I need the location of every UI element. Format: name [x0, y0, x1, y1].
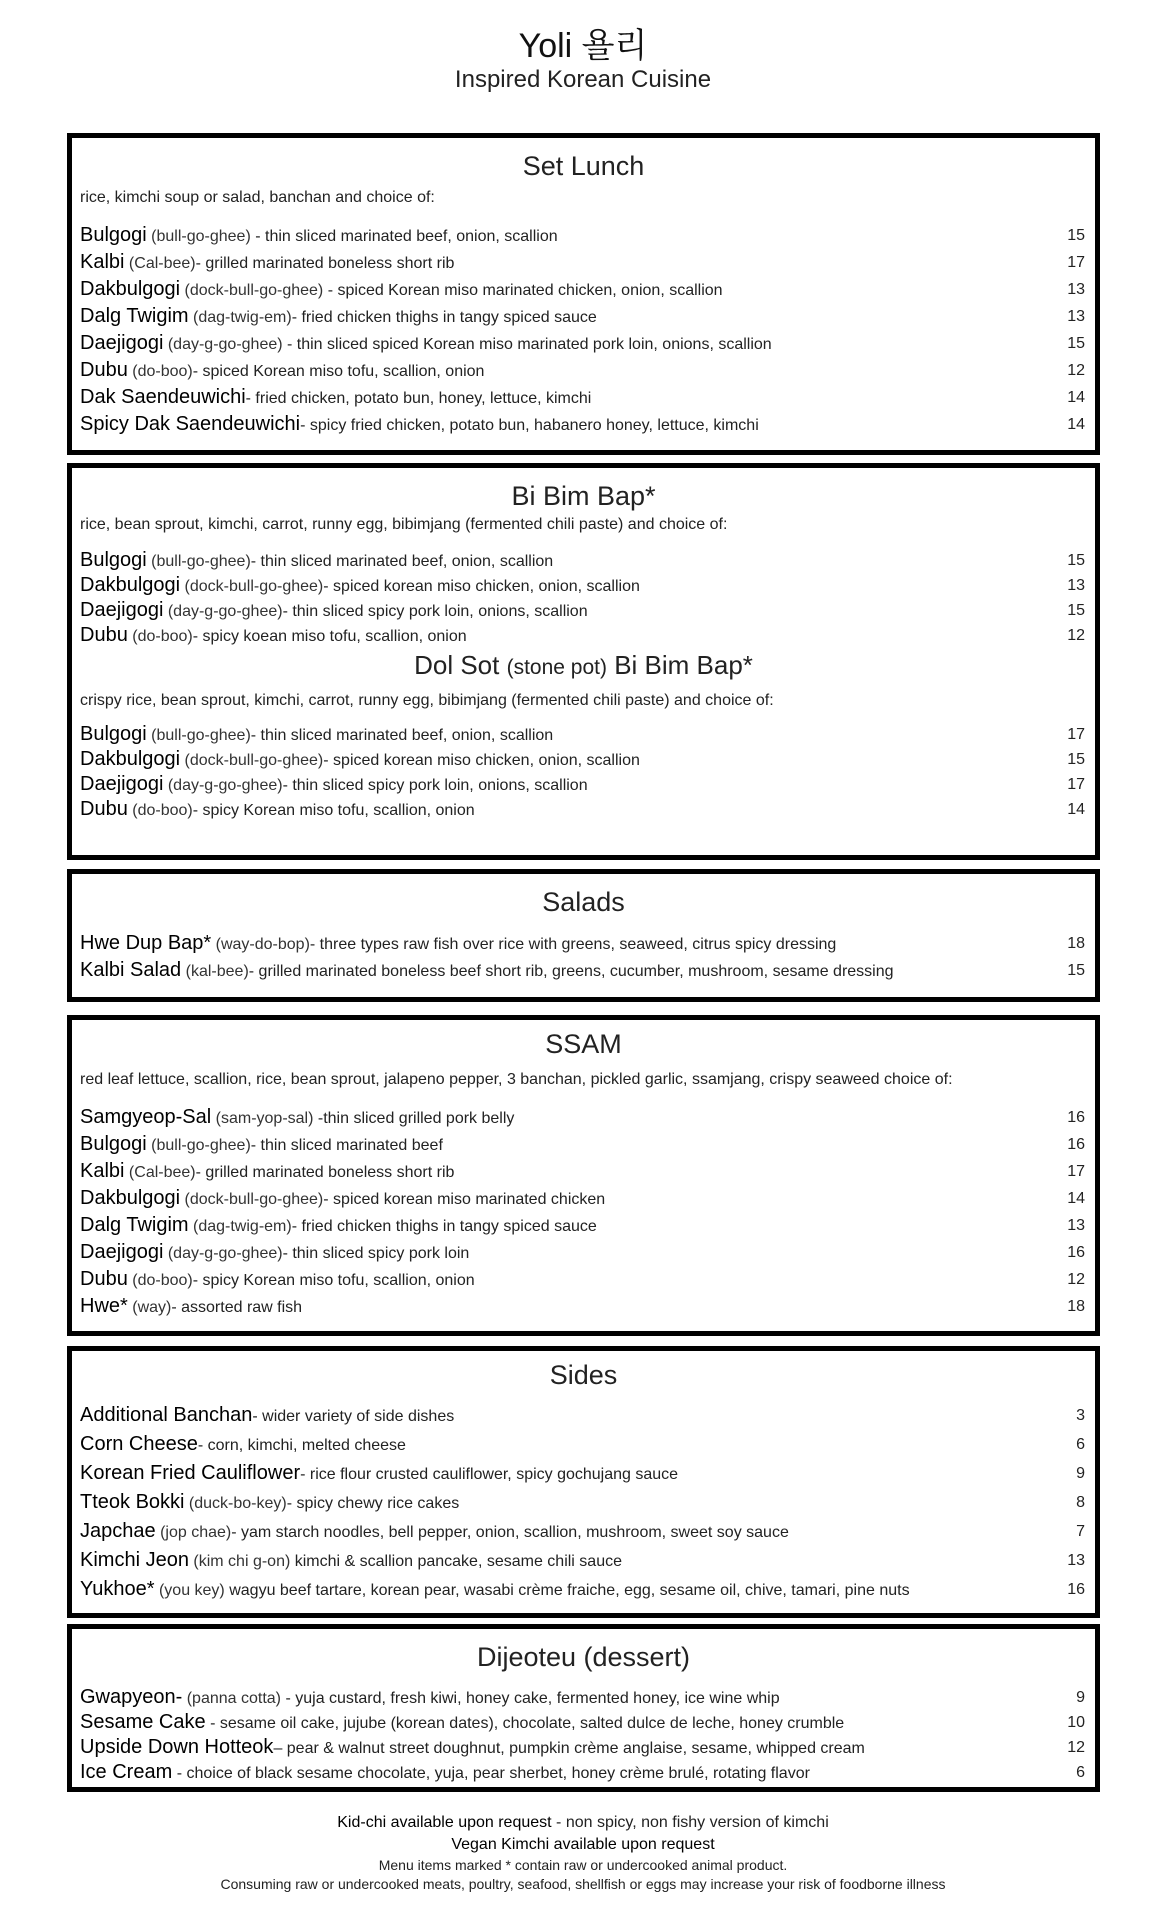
menu-item [72, 276, 1095, 303]
menu-item-name: Gwapyeon- [80, 1686, 183, 1708]
menu-item-name: Bulgogi [80, 1133, 147, 1155]
menu-item-pronunciation: (kim chi g-on) [188, 1553, 291, 1570]
menu-item-price: 14 [1067, 389, 1085, 406]
menu-item-price: 18 [1067, 1298, 1085, 1315]
menu-item [72, 797, 1095, 822]
menu-item [72, 1517, 1095, 1546]
menu-item-pronunciation: (duck-bo-key) [184, 1495, 287, 1512]
menu-item-description: - grilled marinated boneless short rib [195, 255, 455, 272]
menu-item-description: - three types raw fish over rice with greens, seaweed, citrus spicy dressing [309, 936, 837, 953]
menu-item-name: Corn Cheese [80, 1433, 198, 1455]
menu-item-name: Kalbi [80, 251, 125, 273]
bibimbap-title: Bi Bim Bap* [511, 481, 656, 511]
menu-item-name: Hwe* [80, 1295, 128, 1317]
menu-item-name: Tteok Bokki [80, 1491, 185, 1513]
set-lunch-list [72, 222, 1095, 438]
menu-item [72, 1735, 1095, 1760]
menu-item-pronunciation: (bull-go-ghee) [146, 228, 251, 245]
menu-item-price: 6 [1076, 1764, 1085, 1781]
dolsot-intro: crispy rice, bean sprout, kimchi, carrot, runny egg, bibimjang (fermented chili paste) and choice of: [80, 692, 774, 709]
menu-item-pronunciation: (day-g-go-ghee) [163, 777, 283, 794]
dessert-list [72, 1685, 1095, 1785]
footer [0, 1812, 1166, 1894]
menu-item-price: 14 [1067, 416, 1085, 433]
dessert-title: Dijeoteu (dessert) [476, 1642, 691, 1672]
menu-item-pronunciation: (sam-yop-sal) [211, 1110, 314, 1127]
menu-item-description: - grilled marinated boneless short rib [195, 1164, 455, 1181]
menu-item-name: Daejigogi [80, 599, 164, 621]
menu-item-description: - spicy Korean miso tofu, scallion, onion [192, 802, 475, 819]
bibimbap-intro: rice, bean sprout, kimchi, carrot, runny egg, bibimjang (fermented chili paste) and choice of: [80, 516, 728, 533]
menu-item-price: 16 [1067, 1136, 1085, 1153]
menu-item [72, 249, 1095, 276]
menu-item-description: - fried chicken thighs in tangy spiced sauce [291, 1218, 597, 1235]
menu-item-pronunciation: (dock-bull-go-ghee) [180, 1191, 324, 1208]
menu-item-price: 7 [1076, 1523, 1085, 1540]
menu-item-description: - corn, kimchi, melted cheese [197, 1437, 406, 1454]
menu-item-name: Daejigogi [80, 332, 164, 354]
menu-item-price: 15 [1067, 335, 1085, 352]
menu-item-description: - spiced korean miso chicken, onion, scallion [323, 578, 640, 595]
menu-item-name: Additional Banchan [80, 1404, 253, 1426]
menu-item [72, 411, 1095, 438]
vegan-note: Vegan Kimchi available upon request [451, 1836, 715, 1853]
menu-item-description: - yam starch noodles, bell pepper, onion, scallion, mushroom, sweet soy sauce [231, 1524, 789, 1541]
menu-item-pronunciation: (way) [127, 1299, 172, 1316]
menu-item-description: - wider variety of side dishes [252, 1408, 455, 1425]
menu-item-description: - spicy chewy rice cakes [286, 1495, 460, 1512]
dessert-section [67, 1624, 1100, 1792]
sides-list [72, 1401, 1095, 1604]
menu-item [72, 957, 1095, 984]
menu-item-description: – pear & walnut street doughnut, pumpkin crème anglaise, sesame, whipped cream [273, 1740, 865, 1757]
menu-item [72, 384, 1095, 411]
menu-item-name: Yukhoe* [80, 1578, 155, 1600]
menu-item-description: - thin sliced marinated beef, onion, scallion [250, 228, 558, 245]
menu-item-name: Kalbi [80, 1160, 125, 1182]
menu-item-price: 15 [1067, 962, 1085, 979]
menu-item-name: Dalg Twigim [80, 305, 189, 327]
menu-item-description: - thin sliced marinated beef [250, 1137, 443, 1154]
menu-item-pronunciation: (Cal-bee) [124, 255, 196, 272]
menu-item-name: Samgyeop-Sal [80, 1106, 212, 1128]
health-warning: Consuming raw or undercooked meats, poultry, seafood, shellfish or eggs may increase your risk of foodborne illness [220, 1876, 946, 1892]
menu-item-price: 8 [1076, 1494, 1085, 1511]
menu-item [72, 772, 1095, 797]
menu-item [72, 1131, 1095, 1158]
menu-item-price: 13 [1067, 577, 1085, 594]
menu-item-price: 17 [1067, 776, 1085, 793]
menu-item-price: 9 [1076, 1465, 1085, 1482]
menu-item-pronunciation: (way-do-bop) [211, 936, 310, 953]
menu-item-name: Dubu [80, 359, 128, 381]
menu-item-pronunciation: (dock-bull-go-ghee) [180, 282, 324, 299]
menu-item-name: Kimchi Jeon [80, 1549, 189, 1571]
menu-item-description: - spiced Korean miso tofu, scallion, onion [192, 363, 485, 380]
menu-item-name: Daejigogi [80, 773, 164, 795]
salads-title: Salads [542, 887, 625, 917]
menu-item-price: 12 [1067, 627, 1085, 644]
menu-item-pronunciation: (do-boo) [127, 363, 193, 380]
menu-item [72, 1488, 1095, 1517]
menu-item [72, 747, 1095, 772]
menu-item-pronunciation: (panna cotta) [182, 1690, 282, 1707]
menu-item [72, 1158, 1095, 1185]
menu-item [72, 1293, 1095, 1320]
menu-item-name: Japchae [80, 1520, 156, 1542]
menu-item-pronunciation: (day-g-go-ghee) [163, 1245, 283, 1262]
menu-item-description: - thin sliced marinated beef, onion, scallion [250, 727, 554, 744]
menu-item-description: - assorted raw fish [171, 1299, 303, 1316]
menu-item-description: - spiced Korean miso marinated chicken, onion, scallion [323, 282, 723, 299]
menu-item-description: - spiced korean miso marinated chicken [323, 1191, 606, 1208]
menu-item-description: wagyu beef tartare, korean pear, wasabi crème fraiche, egg, sesame oil, chive, tamari, pine nuts [224, 1582, 910, 1599]
menu-item-description: - thin sliced spicy pork loin, onions, scallion [282, 777, 588, 794]
menu-item-pronunciation: (bull-go-ghee) [146, 727, 251, 744]
menu-item [72, 357, 1095, 384]
menu-item [72, 1212, 1095, 1239]
menu-item-price: 17 [1067, 726, 1085, 743]
menu-item-pronunciation: (bull-go-ghee) [146, 1137, 251, 1154]
menu-item [72, 1546, 1095, 1575]
menu-item [72, 222, 1095, 249]
salads-section [67, 869, 1100, 1002]
menu-item-name: Dakbulgogi [80, 1187, 181, 1209]
menu-item-name: Spicy Dak Saendeuwichi [80, 413, 301, 435]
menu-item-price: 13 [1067, 308, 1085, 325]
menu-item-price: 13 [1067, 1552, 1085, 1569]
menu-item-pronunciation: (dock-bull-go-ghee) [180, 578, 324, 595]
menu-item-description: - spicy koean miso tofu, scallion, onion [192, 628, 467, 645]
menu-item-pronunciation: (do-boo) [127, 628, 193, 645]
dolsot-title: Dol Sot (stone pot) Bi Bim Bap* [414, 650, 753, 680]
set-lunch-title: Set Lunch [522, 151, 645, 181]
menu-item [72, 330, 1095, 357]
menu-item-name: Korean Fried Cauliflower [80, 1462, 301, 1484]
menu-item-price: 16 [1067, 1244, 1085, 1261]
menu-item-pronunciation: (jop chae) [155, 1524, 232, 1541]
restaurant-name: Yoli 욜리 [518, 27, 648, 65]
menu-item [72, 1239, 1095, 1266]
menu-item-name: Dakbulgogi [80, 748, 181, 770]
menu-item-price: 12 [1067, 362, 1085, 379]
bibimbap-list [72, 548, 1095, 648]
menu-item [72, 598, 1095, 623]
menu-item-price: 6 [1076, 1436, 1085, 1453]
menu-item-pronunciation: (do-boo) [127, 1272, 193, 1289]
set-lunch-intro: rice, kimchi soup or salad, banchan and choice of: [80, 189, 435, 206]
menu-item-name: Dakbulgogi [80, 278, 181, 300]
menu-item-name: Bulgogi [80, 723, 147, 745]
menu-item [72, 573, 1095, 598]
menu-item-description: - choice of black sesame chocolate, yuja, pear sherbet, honey crème brulé, rotating flavor [172, 1765, 810, 1782]
restaurant-subtitle: Inspired Korean Cuisine [454, 66, 712, 93]
menu-item [72, 1710, 1095, 1735]
menu-item [72, 930, 1095, 957]
menu-item-price: 17 [1067, 254, 1085, 271]
menu-item-price: 10 [1067, 1714, 1085, 1731]
menu-item [72, 1104, 1095, 1131]
menu-item-name: Upside Down Hotteok [80, 1736, 274, 1758]
menu-item-price: 17 [1067, 1163, 1085, 1180]
menu-item-pronunciation: (dag-twig-em) [188, 309, 292, 326]
menu-item [72, 1430, 1095, 1459]
menu-item-price: 13 [1067, 1217, 1085, 1234]
menu-item-price: 12 [1067, 1739, 1085, 1756]
menu-item-price: 12 [1067, 1271, 1085, 1288]
menu-item [72, 303, 1095, 330]
sides-section [67, 1346, 1100, 1618]
menu-item-description: - spiced korean miso chicken, onion, scallion [323, 752, 640, 769]
menu-item [72, 548, 1095, 573]
menu-item [72, 1575, 1095, 1604]
ssam-section [67, 1015, 1100, 1336]
menu-item-pronunciation: (you key) [154, 1582, 225, 1599]
menu-item-price: 16 [1067, 1109, 1085, 1126]
menu-item-description: - fried chicken thighs in tangy spiced sauce [291, 309, 597, 326]
menu-item-price: 18 [1067, 935, 1085, 952]
menu-item-description: - thin sliced spicy pork loin [282, 1245, 470, 1262]
menu-item-pronunciation: (do-boo) [127, 802, 193, 819]
menu-item-name: Kalbi Salad [80, 959, 182, 981]
menu-item-pronunciation: (kal-bee) [181, 963, 249, 980]
menu-item [72, 1685, 1095, 1710]
menu-item-price: 13 [1067, 281, 1085, 298]
kidchi-note: Kid-chi available upon request - non spicy, non fishy version of kimchi [337, 1814, 829, 1831]
menu-item-price: 3 [1076, 1407, 1085, 1424]
menu-item [72, 1760, 1095, 1785]
menu-item-name: Bulgogi [80, 549, 147, 571]
menu-item-pronunciation: (bull-go-ghee) [146, 553, 251, 570]
menu-item-description: kimchi & scallion pancake, sesame chili sauce [290, 1553, 622, 1570]
salads-list [72, 930, 1095, 984]
menu-item-name: Dubu [80, 1268, 128, 1290]
menu-item-name: Bulgogi [80, 224, 147, 246]
menu-item-name: Dakbulgogi [80, 574, 181, 596]
menu-item-price: 14 [1067, 1190, 1085, 1207]
menu-item-name: Dak Saendeuwichi [80, 386, 246, 408]
menu-item-price: 15 [1067, 751, 1085, 768]
menu-item [72, 722, 1095, 747]
menu-item [72, 1185, 1095, 1212]
set-lunch-section [67, 133, 1100, 455]
menu-item-description: - thin sliced marinated beef, onion, scallion [250, 553, 554, 570]
menu-item-description: - fried chicken, potato bun, honey, lettuce, kimchi [245, 390, 592, 407]
menu-item-pronunciation: (day-g-go-ghee) [163, 603, 283, 620]
dolsot-list [72, 722, 1095, 822]
sides-title: Sides [549, 1360, 618, 1390]
menu-item-pronunciation: (dag-twig-em) [188, 1218, 292, 1235]
menu-item-price: 15 [1067, 552, 1085, 569]
menu-item-name: Ice Cream [80, 1761, 173, 1783]
ssam-title: SSAM [545, 1029, 622, 1059]
menu-item-price: 15 [1067, 227, 1085, 244]
menu-item-price: 15 [1067, 602, 1085, 619]
menu-item-description: - thin sliced spicy pork loin, onions, scallion [282, 603, 588, 620]
menu-item [72, 1401, 1095, 1430]
raw-note: Menu items marked * contain raw or undercooked animal product. [378, 1857, 788, 1873]
ssam-list [72, 1104, 1095, 1320]
menu-item-description: - spicy Korean miso tofu, scallion, onion [192, 1272, 475, 1289]
menu-item-name: Dubu [80, 624, 128, 646]
menu-item-name: Hwe Dup Bap* [80, 932, 212, 954]
menu-item-pronunciation: (day-g-go-ghee) [163, 336, 283, 353]
menu-item-name: Dubu [80, 798, 128, 820]
menu-item-pronunciation: (Cal-bee) [124, 1164, 196, 1181]
menu-item-name: Sesame Cake [80, 1711, 206, 1733]
menu-item-price: 9 [1076, 1689, 1085, 1706]
menu-item-description: - yuja custard, fresh kiwi, honey cake, fermented honey, ice wine whip [281, 1690, 780, 1707]
menu-item-description: - rice flour crusted cauliflower, spicy gochujang sauce [300, 1466, 679, 1483]
ssam-intro: red leaf lettuce, scallion, rice, bean sprout, jalapeno pepper, 3 banchan, pickled garlic, ssamjang, crispy seaweed choice of: [80, 1071, 953, 1088]
menu-item-price: 14 [1067, 801, 1085, 818]
menu-item [72, 623, 1095, 648]
menu-item-name: Dalg Twigim [80, 1214, 189, 1236]
menu-item-description: -thin sliced grilled pork belly [313, 1110, 515, 1127]
menu-item-description: - grilled marinated boneless beef short rib, greens, cucumber, mushroom, sesame dressing [248, 963, 894, 980]
menu-item-name: Daejigogi [80, 1241, 164, 1263]
menu-item [72, 1266, 1095, 1293]
menu-item-description: - spicy fried chicken, potato bun, habanero honey, lettuce, kimchi [300, 417, 759, 434]
menu-item [72, 1459, 1095, 1488]
menu-item-description: - thin sliced spiced Korean miso marinated pork loin, onions, scallion [282, 336, 772, 353]
menu-item-pronunciation: (dock-bull-go-ghee) [180, 752, 324, 769]
menu-item-price: 16 [1067, 1581, 1085, 1598]
menu-item-description: - sesame oil cake, jujube (korean dates), chocolate, salted dulce de leche, honey crumble [205, 1715, 845, 1732]
bibimbap-section [67, 463, 1100, 860]
